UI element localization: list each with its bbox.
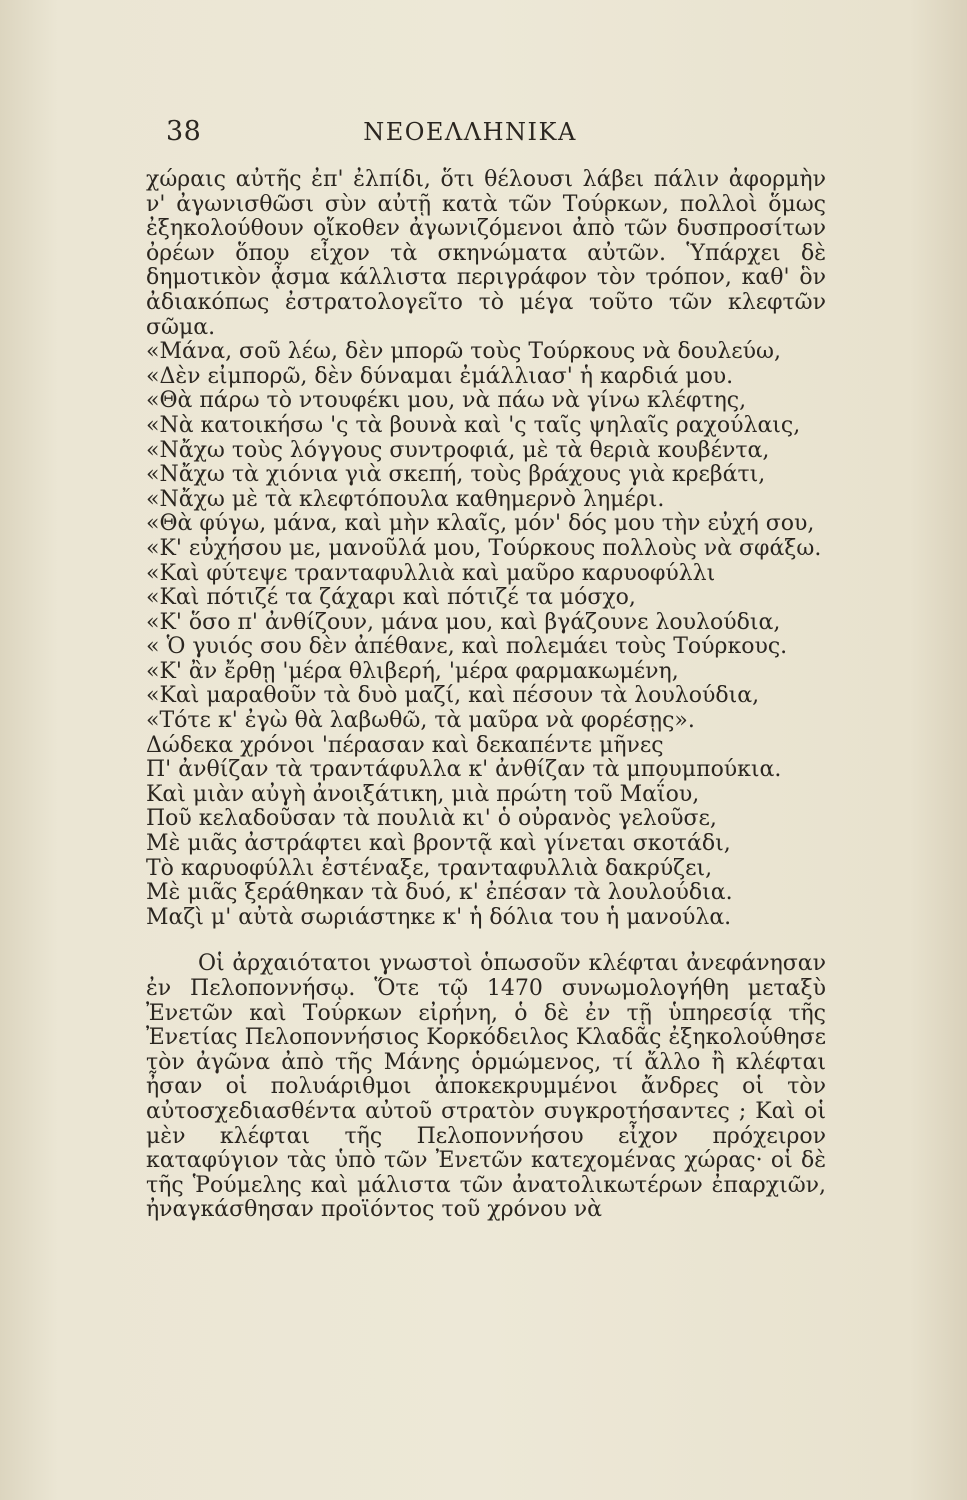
page-header bbox=[150, 116, 790, 156]
running-head: ΝΕΟΕΛΛΗΝΙΚΑ bbox=[363, 118, 577, 146]
song-line: «Θὰ φύγω, μάνα, καὶ μὴν κλαῖς, μόν' δός μου τὴν εὐχή σου, bbox=[146, 511, 815, 537]
song-line: Μὲ μιᾶς ξεράθηκαν τὰ δυό, κ' ἐπέσαν τὰ λουλούδια. bbox=[146, 880, 733, 906]
song-line: «Θὰ πάρω τὸ ντουφέκι μου, νὰ πάω νὰ γίνω κλέφτης, bbox=[146, 388, 747, 414]
closing-paragraph: Οἱ ἀρχαιότατοι γνωστοὶ ὁπωσοῦν κλέφται ἀνεφάνησαν ἐν Πελοποννήσῳ. Ὅτε τῷ 1470 συνωμολογήθη μεταξὺ Ἐνετῶν καὶ Τούρκων εἰρήνη, ὁ δὲ ἐν τῇ ὑπηρεσίᾳ τῆς Ἐνετίας Πελοποννήσιος Κορκόδειλος Κλαδᾶς ἐξηκολούθησε τὸν ἀγῶνα ἀπὸ τῆς Μάνης ὁρμώμενος, τί ἄλλο ἢ κλέφται ἦσαν οἱ πολυάριθμοι ἀποκεκρυμμένοι ἄνδρες οἱ τὸν αὐτοσχεδιασθέντα αὐτοῦ στρατὸν συγκροτήσαντες ; Καὶ οἱ μὲν κλέφται τῆς Πελοποννήσου εἶχον πρόχειρον καταφύγιον τὰς ὑπὸ τῶν Ἐνετῶν κατεχομένας χώρας· οἱ δὲ τῆς Ῥούμελης καὶ μάλιστα τῶν ἀνατολικωτέρων ἐπαρχιῶν, ἠναγκάσθησαν προϊόντος τοῦ χρόνου νὰ bbox=[146, 951, 826, 1223]
song-line: «Κ' εὐχήσου με, μανοῦλά μου, Τούρκους πολλοὺς νὰ σφάξω. bbox=[146, 535, 822, 561]
song-line: «Καὶ φύτεψε τρανταφυλλιὰ καὶ μαῦρο καρυοφύλλι bbox=[146, 560, 716, 586]
song-line: «Νἄχω μὲ τὰ κλεφτόπουλα καθημερνὸ λημέρι. bbox=[146, 486, 665, 512]
song-line: «Καὶ μαραθοῦν τὰ δυὸ μαζί, καὶ πέσουν τὰ λουλούδια, bbox=[146, 683, 760, 709]
song-line: «Τότε κ' ἐγὼ θὰ λαβωθῶ, τὰ μαῦρα νὰ φορέσῃς». bbox=[146, 708, 695, 734]
song-line: Τὸ καρυοφύλλι ἐστέναξε, τρανταφυλλιὰ δακρύζει, bbox=[146, 855, 713, 881]
song-line: Μαζὶ μ' αὐτὰ σωριάστηκε κ' ἡ δόλια του ἡ μανούλα. bbox=[146, 904, 732, 930]
song-line: Ποῦ κελαδοῦσαν τὰ πουλιὰ κι' ὁ οὐρανὸς γελοῦσε, bbox=[146, 806, 717, 832]
song-line: «Μάνα, σοῦ λέω, δὲν μπορῶ τοὺς Τούρκους νὰ δουλεύω, bbox=[146, 339, 781, 365]
page-body bbox=[146, 168, 826, 1223]
song-line: Καὶ μιὰν αὐγὴ ἀνοιξάτικη, μιὰ πρώτη τοῦ Μαΐου, bbox=[146, 781, 700, 807]
song-line: « Ὁ γυιός σου δὲν ἀπέθανε, καὶ πολεμάει τοὺς Τούρκους. bbox=[146, 634, 788, 660]
song-line: «Νἄχω τοὺς λόγγους συντροφιά, μὲ τὰ θεριὰ κουβέντα, bbox=[146, 437, 770, 463]
song-line: «Καὶ πότιζέ τα ζάχαρι καὶ πότιζέ τα μόσχο, bbox=[146, 585, 636, 611]
song-line: «Κ' ὅσο π' ἀνθίζουν, μάνα μου, καὶ βγάζουνε λουλούδια, bbox=[146, 609, 781, 635]
song-line: Δώδεκα χρόνοι 'πέρασαν καὶ δεκαπέντε μῆνες bbox=[146, 732, 664, 758]
page-number: 38 bbox=[166, 116, 202, 147]
song-line: «Κ' ἂν ἔρθῃ 'μέρα θλιβερή, 'μέρα φαρμακωμένη, bbox=[146, 658, 679, 684]
song-line: Π' ἀνθίζαν τὰ τραντάφυλλα κ' ἀνθίζαν τὰ μπουμπούκια. bbox=[146, 757, 782, 783]
song-line: «Νἄχω τὰ χιόνια γιὰ σκεπή, τοὺς βράχους γιὰ κρεβάτι, bbox=[146, 462, 766, 488]
song-line: «Νὰ κατοικήσω 'ς τὰ βουνὰ καὶ 'ς ταῖς ψηλαῖς ραχούλαις, bbox=[146, 412, 801, 438]
song-line: Μὲ μιᾶς ἀστράφτει καὶ βροντᾷ καὶ γίνεται σκοτάδι, bbox=[146, 831, 731, 857]
folk-song bbox=[146, 340, 826, 930]
song-line: «Δὲν εἰμπορῶ, δὲν δύναμαι ἐμάλλιασ' ἡ καρδιά μου. bbox=[146, 363, 734, 389]
intro-paragraph: χώραις αὐτῆς ἐπ' ἐλπίδι, ὅτι θέλουσι λάβει πάλιν ἀφορμὴν ν' ἀγωνισθῶσι σὺν αὐτῇ κατὰ τῶν Τούρκων, πολλοὶ ὅμως ἐξηκολούθουν οἴκοθεν ἀγωνιζόμενοι ἀπὸ τῶν δυσπροσίτων ὀρέων ὅπου εἶχον τὰ σκηνώματα αὐτῶν. Ὑπάρχει δὲ δημοτικὸν ᾆσμα κάλλιστα περιγράφον τὸν τρόπον, καθ' ὃν ἀδιακόπως ἐστρατολογεῖτο τὸ μέγα τοῦτο τῶν κλεφτῶν σῶμα. bbox=[146, 167, 826, 340]
